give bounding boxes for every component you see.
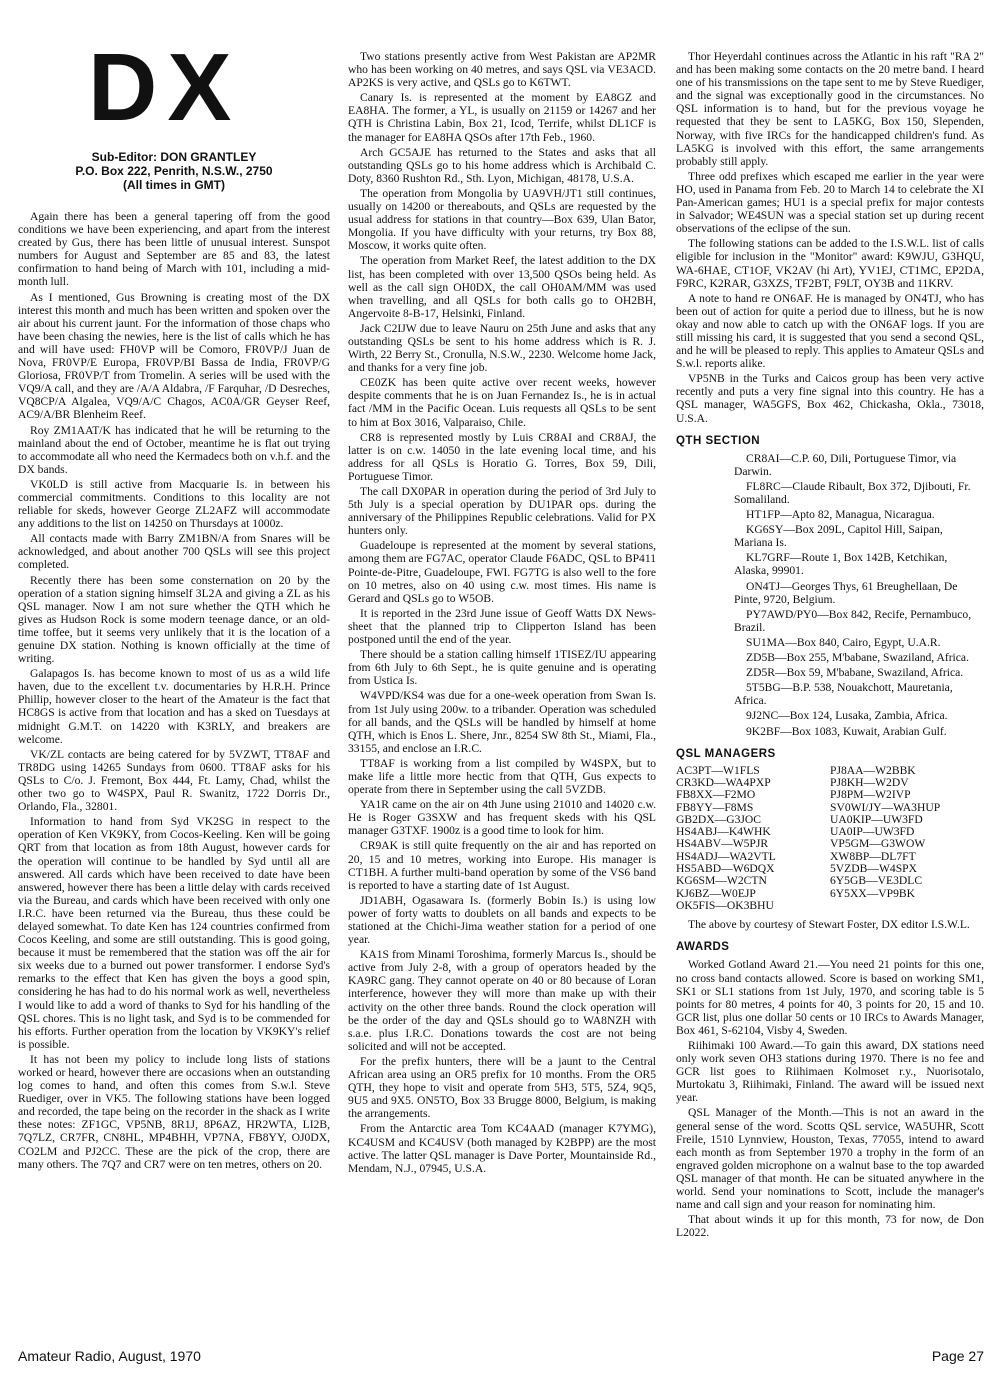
qsl-manager-entry: UA0KIP—UW3FD — [830, 812, 923, 826]
qsl-manager-entry: CR3KD—WA4PXP — [676, 775, 771, 789]
paragraph: Three odd prefixes which escaped me earlier in the year were HO, used in Panama from Feb. 20 to March 14 to celebrate the XI Pan-American games; HU1 is a special prefix for major contests in Salvador; WE4SUN was a special station set up during recent observations of the eclipse of the sun. — [676, 169, 984, 236]
qsl-manager-entry: OK5FIS—OK3BHU — [676, 898, 774, 912]
awards-list — [676, 958, 984, 1239]
footer-publication: Amateur Radio, August, 1970 — [18, 1348, 201, 1364]
paragraph: CR9AK is still quite frequently on the air and has reported on 20, 15 and 10 metres, working into Europe. His manager is CT1BH. A further multi-band operation by some of the VS6 band is reported to have a starting date of 1st August. — [348, 839, 656, 892]
qth-list — [676, 452, 984, 738]
footer-page-number: Page 27 — [931, 1348, 984, 1364]
qsl-note: The above by courtesy of Stewart Foster, DX editor I.S.W.L. — [688, 918, 970, 932]
paragraph: Again there has been a general tapering off from the good conditions we have been experiencing, and apart from the interest created by Gus, there has been little of unusual interest. Sunspot numbers for August and September are 85 and 83, the latest confirmation to hand being of March with 101, including a mid-month lull. — [18, 210, 330, 289]
qsl-heading: QSL MANAGERS — [676, 747, 776, 760]
paragraph: Thor Heyerdahl continues across the Atlantic in his raft "RA 2" and has been making some contacts on the 20 metre band. I heard one of his transmissions on the tape sent to me by Steve Ruediger, and the signal was exceptionally good in the circumstances. No QSL information is to hand, but for the previous voyage he requested that they be sent to LA5KG, Box 150, Slependen, Norway, with five IRCs for the handicapped children's fund. As LA5KG is involved with this effort, the same arrangements probably still apply. — [676, 50, 984, 168]
paragraph: VP5NB in the Turks and Caicos group has been very active recently and puts a very fine signal into this country. He has a QSL manager, WA5GFS, Box 462, Chickasha, Okla., 73018, U.S.A. — [676, 372, 984, 425]
paragraph: Recently there has been some consternation on 20 by the operation of a station signing himself 3L2A and giving a ZL as his QSL manager. Now I am not sure whether the QTH which he gives as Hudson Rock is some modern teenage dance, or an old-time toffee, but it seems very unlikely that it is the location of a genuine DX station. Nothing is known officially at the time of writing. — [18, 573, 330, 666]
qth-entry: ZD5R—Box 59, M'babane, Swaziland, Africa. — [746, 666, 964, 680]
paragraph: It is reported in the 23rd June issue of Geoff Watts DX News-sheet that the planned trip to Clipperton Island has been postponed until the end of the year. — [348, 606, 656, 647]
qth-entry: KL7GRF—Route 1, Box 142B, Ketchikan, Alaska, 99901. — [734, 551, 948, 578]
qsl-manager-entry: UA0IP—UW3FD — [830, 825, 915, 839]
qth-entry: FL8RC—Claude Ribault, Box 372, Djibouti, Fr. Somaliland. — [734, 479, 971, 506]
paragraph: The operation from Mongolia by UA9VH/JT1 still continues, usually on 14200 or thereabouts, and QSLs are requested by the usual address for stations in that country—Box 639, Ulan Bator, Mongolia. If you have difficulty with your returns, try Box 88, Moscow, it works quite often. — [348, 186, 656, 253]
paragraph: Arch GC5AJE has returned to the States and asks that all outstanding QSLs go to his home address which is Archibald C. Doty, 8360 Rushton Rd., Sth. Lyon, Michigan, 48178, U.S.A. — [348, 145, 656, 185]
paragraph: From the Antarctic area Tom KC4AAD (manager K7YMG), KC4USM and KC4USV (both managed by K2BPP) are the most active. The latter QSL manager is Dave Porter, Mountainside Rd., Mendam, N.J., 07945, U.S.A. — [348, 1122, 656, 1175]
qsl-manager-entry: KJ6BZ—W0EJP — [676, 886, 756, 900]
qsl-manager-entry: 6Y5XX—VP9BK — [830, 886, 916, 900]
qth-entry: KG6SY—Box 209L, Capitol Hill, Saipan, Mariana Is. — [734, 523, 943, 550]
awards-heading: AWARDS — [676, 941, 730, 954]
section-logo: DX — [88, 34, 242, 141]
paragraph: A note to hand re ON6AF. He is managed by ON4TJ, who has been out of action for quite a period due to illness, but he is now okay and now able to catch up with the ON6AF logs. If you are still missing his card, it is suggested that you send a second QSL, and he will be pleased to reply. This applies to Amateur QSLs and S.w.l. reports alike. — [676, 291, 984, 371]
qsl-manager-entry: HS4ABV—W5PJR — [676, 837, 769, 851]
paragraph: CR8 is represented mostly by Luis CR8AI and CR8AJ, the latter is on c.w. 14050 in the late evening local time, and his address for all QSLs is Horatio G. Torres, Box 59, Dili, Portuguese Timor. — [348, 430, 656, 483]
paragraph: W4VPD/KS4 was due for a one-week operation from Swan Is. from 1st July using 200w. to a tribander. Operation was scheduled for all bands, and the QSLs will be handled by himself at home QTH, which is Enos L. Shere, Jnr., 8254 SW 8th St., Miami, Fla., 33155, and enclose an I.R.C. — [348, 689, 656, 755]
qsl-manager-entry: XW8BP—DL7FT — [830, 849, 916, 863]
paragraph: Galapagos Is. has become known to most of us as a wild life haven, due to the excellent t.v. documentaries by H.R.H. Prince Phillip, however closer to the heart of the Amateur is the fact that HC8GS is active from that location and has a sked on Tuesdays at midnight G.M.T. on 14220 with K3RLY, and breakers are welcome. — [18, 667, 330, 746]
paragraph: JD1ABH, Ogasawara Is. (formerly Bobin Is.) is using low power of forty watts to doublets on all bands and expects to be stationed at the Chichi-Jima weather station for a period of one year. — [348, 893, 656, 947]
paragraph: The operation from Market Reef, the latest addition to the DX list, has been completed with over 13,500 QSOs being held. As well as the call sign OH0DX, the call OH0AM/MM was used when travelling, and all QSLs for both calls go to OH2BH, Angervoite 8-B-17, Helsinki, Finland. — [348, 254, 656, 320]
qsl-manager-entry: VP5GM—G3WOW — [830, 837, 926, 851]
paragraph: VK0LD is still active from Macquarie Is. in between his commercial commitments. Conditions to this locality are not reliable for skeds, however George ZL2AFZ will accommodate any additions to the list on 14250 on Thursdays at 1000z. — [18, 477, 330, 531]
paragraph: TT8AF is working from a list compiled by W4SPX, but to make life a little more hectic from that QTH, Gus expects to operate from there in September using the call 5VZDB. — [348, 756, 656, 797]
paragraph: Information to hand from Syd VK2SG in respect to the operation of Ken VK9KY, from Cocos-Keeling. Ken will be going QRT from that location as from 18th August, however cards for the operation will continue to be handled by Syd until all are answered. All cards which have been received to date have been answered, however there has been a little delay with cards received via the Bureau, and cards which have been received with only one I.R.C. have been returned via the Bureau, thus these could be delayed somewhat. To date Ken has 124 countries confirmed from Cocos Keeling, and some are still outstanding. This is good going, because it must be remembered that the station was off the air for six weeks due to a burned out power transformer. I endorse Syd's remarks to the effect that Ken has given the boys a good spin, considering he has had to do his normal work as well, nevertheless I would like to add a word of thanks to Syd for his handling of the QSL chores. This is no light task, and Syd is to be commended for his efforts. Further operation from the location by VK9KY's relief is possible. — [18, 815, 330, 1051]
paragraph: For the prefix hunters, there will be a jaunt to the Central African area using an OR5 prefix for 10 months. From the OR5 QTH, they hope to visit and operate from 5H3, 5T5, 5Z4, 9Q5, 9U5 and 9X5. ON5TO, Box 33 Brugge 8000, Belgium, is making the arrangements. — [348, 1054, 656, 1121]
qth-entry: 9K2BF—Box 1083, Kuwait, Arabian Gulf. — [746, 724, 947, 738]
qsl-manager-entry: SV0WI/JY—WA3HUP — [830, 800, 941, 814]
column-1-body — [18, 210, 330, 1171]
qsl-manager-entry — [830, 900, 984, 912]
sub-editor-line: Sub-Editor: DON GRANTLEY — [91, 150, 257, 164]
paragraph: The following stations can be added to the I.S.W.L. list of calls eligible for inclusion in the "Monitor" award: K9WJU, G3HQU, WA-6HAE, CT1OF, VK2AV (hi Art), YV1EJ, CT1MC, EP2DA, F9RC, K2RAR, G3XZS, TF2BT, F9LT, OY3B and 11KRV. — [676, 237, 984, 290]
award-entry: Riihimaki 100 Award.—To gain this award, DX stations need only work seven OH3 stations during 1970. There is no fee and GCR list goes to Riihimaen Kolmoset r.y., Nuorisotalo, Murtokatu 3, Riihimaki, Finland. The award will be issued next year. — [676, 1039, 984, 1105]
qth-entry: PY7AWD/PY0—Box 842, Recife, Pernambuco, Brazil. — [734, 607, 972, 634]
paragraph: YA1R came on the air on 4th June using 21010 and 14020 c.w. He is Roger G3SXW and has frequent skeds with his QSL manager G3TXF. 1900z is a good time to look for him. — [348, 798, 656, 838]
qsl-manager-entry: FB8XX—F2MO — [676, 788, 756, 802]
qth-entry: ON4TJ—Georges Thys, 61 Breughellaan, De Pinte, 9720, Belgium. — [734, 579, 958, 606]
award-entry: Worked Gotland Award 21.—You need 21 points for this one, no cross band contacts allowed. Score is based on working SM1, SK1 or SL1 stations from 1st July, 1970, and scoring table is 5 points for 80 metres, 4 points for 40, 3 points for 20, 15 and 10. GCR list, plus one dollar 50 cents or 10 IRCs to Awards Manager, Box 461, S-62104, Visby 4, Sweden. — [676, 958, 984, 1037]
paragraph: It has not been my policy to include long lists of stations worked or heard, however there are occasions when an outstanding log comes to hand, and often this comes from S.w.l. Steve Ruediger, over in VK5. The following stations have been logged and recorded, the tape being on the recorder in the shack as I write these notes: ZF1GC, VP5NB, 8R1J, 8P6AZ, HR2WTA, LI2B, 7Q7LZ, CR7FR, CN8HL, MP4BHH, VP7NA, FB8YY, OJ0DX, CO2LM and PJ2CC. These are the pick of the crop, there are many others. The 7Q7 and CR7 were on ten metres, others on 20. — [18, 1052, 330, 1171]
qsl-manager-entry: FB8YY—F8MS — [676, 800, 754, 814]
award-entry: That about winds it up for this month, 73 for now, de Don L2022. — [676, 1213, 984, 1240]
paragraph: Jack C2IJW due to leave Nauru on 25th June and asks that any outstanding QSLs be sent to his home address which is R. J. Wirth, 22 Berry St., Cronulla, N.S.W., 2230. Welcome home Jack, and thanks for a very fine job. — [348, 321, 656, 375]
qsl-manager-entry: PJ8KH—W2DV — [830, 775, 909, 789]
paragraph: Canary Is. is represented at the moment by EA8GZ and EA8HA. The former, a YL, is usually on 21159 or 14267 and her QTH is Christina Labin, Box 21, Icod, Terrife, whilst DL1CF is the manager for EA8HA QSOs after 17th Feb., 1960. — [348, 91, 656, 144]
qth-entry: 9J2NC—Box 124, Lusaka, Zambia, Africa. — [746, 709, 948, 723]
paragraph: CE0ZK has been quite active over recent weeks, however despite comments that he is on Juan Fernandez Is., he is in actual fact /MM in the Pacific Ocean. Luis requests all QSLs to be sent to him at Box 3016, Valparaiso, Chile. — [348, 376, 656, 429]
qth-entry: ZD5B—Box 255, M'babane, Swaziland, Africa. — [746, 651, 969, 665]
qth-entry: CR8AI—C.P. 60, Dili, Portuguese Timor, via Darwin. — [734, 451, 957, 478]
qsl-manager-entry: 5VZDB—W4SPX — [830, 862, 917, 876]
award-entry: QSL Manager of the Month.—This is not an award in the general sense of the word. Scotts QSL service, WA5UHR, Scott Freile, 1510 Lynnview, Houston, Texas, 77055, intend to award each month as from September 1970 a trophy in the form of an engraved golden microphone on a walnut base to the top awarded QSL manager of that month. He can be situated anywhere in the world. Send your nominations to Scott, include the manager's name and call sign and your reason for nominating him. — [676, 1106, 984, 1212]
qsl-manager-entry: HS4ADJ—WA2VTL — [676, 849, 776, 863]
qsl-manager-entry: AC3PT—W1FLS — [676, 763, 760, 777]
times-note: (All times in GMT) — [123, 178, 225, 192]
column-3 — [676, 50, 984, 1241]
qth-heading: QTH SECTION — [676, 434, 761, 447]
qsl-manager-entry: 6Y5GB—VE3DLC — [830, 874, 923, 888]
qth-entry: 5T5BG—B.P. 538, Nouakchott, Mauretania, Africa. — [734, 681, 953, 708]
qsl-manager-list — [676, 765, 984, 913]
paragraph: Two stations presently active from West Pakistan are AP2MR who has been working on 40 metres, and says QSL via VE3ACD. AP2KS is very active, and QSLs go to K6TWT. — [348, 50, 656, 90]
qth-entry: SU1MA—Box 840, Cairo, Egypt, U.A.R. — [746, 635, 941, 649]
qsl-manager-entry: HS5ABD—W6DQX — [676, 862, 775, 876]
paragraph: KA1S from Minami Toroshima, formerly Marcus Is., should be active from July 2-8, with a group of operators headed by the KA9RC gang. They cannot operate on 40 or 80 because of Loran interference, however they will more than make up with their activity on the other three bands. Round the clock operation will be the order of the day and QSLs should go to WA8NZH with s.a.e. plus I.R.C. Donations towards the cost are not being solicited and will not be accepted. — [348, 948, 656, 1053]
paragraph: The call DX0PAR in operation during the period of 3rd July to 5th July is a special operation by DU1PAR ops. during the anniversary of the Philippines Republic celebrations. Valid for PX hunters only. — [348, 485, 656, 538]
editor-info — [18, 150, 330, 192]
qsl-manager-entry: KG6SM—W2CTN — [676, 874, 767, 888]
paragraph: VK/ZL contacts are being catered for by 5VZWT, TT8AF and TR8DG using 14265 Sundays from 0600. TT8AF asks for his QSLs to C/o. J. Fremont, Box 444, Ft. Lamy, Chad, whilst the other two go to W4SPX, Paul R. Swanitz, 1722 Dorris Dr., Orlando, Fla., 32801. — [18, 747, 330, 814]
qsl-manager-entry: PJ8AA—W2BBK — [830, 763, 916, 777]
column-2 — [348, 50, 656, 1177]
paragraph: Roy ZM1AAT/K has indicated that he will be returning to the mainland about the end of October, meantime he is flat out trying to accommodate all who need the Kermadecs both on v.h.f. and the DX bands. — [18, 423, 330, 476]
column-1 — [18, 0, 330, 1173]
paragraph: There should be a station calling himself 1TISEZ/IU appearing from 6th July to 6th Sept., he is quite genuine and is operating from Ustica Is. — [348, 648, 656, 688]
qsl-manager-entry: PJ8PM—W2IVP — [830, 788, 911, 802]
paragraph: As I mentioned, Gus Browning is creating most of the DX interest this month and much has been written and spoken over the air about his current jaunt. For the information of those chaps who have been chasing the newies, here is the list of calls which he has and will have used: FH0VP will be Comoro, FR0VP/J Juan de Nova, FR0VP/E Europa, FR0VP/BI Bassa de India, FR0VP/G Gloriosa, FR0VP/T from Tromelin. A series will be used with the VQ9/A call, and they are /A/A Aldabra, /F Farquhar, /D Desreches, VQ8CP/A Algalea, VQ9/A/C Chagos, AC0A/GR Geyser Reef, AC9/A/BR Blenheim Reef. — [18, 290, 330, 422]
address-line: P.O. Box 222, Penrith, N.S.W., 2750 — [75, 164, 273, 178]
column-3-body — [676, 50, 984, 425]
qth-entry: HT1FP—Apto 82, Managua, Nicaragua. — [746, 508, 935, 522]
qsl-manager-entry: GB2DX—G3JOC — [676, 812, 762, 826]
column-2-body — [348, 50, 656, 1175]
paragraph: All contacts made with Barry ZM1BN/A from Snares will be acknowledged, and about another 700 QSLs will see this project completed. — [18, 532, 330, 572]
qsl-manager-entry: HS4ABJ—K4WHK — [676, 825, 771, 839]
paragraph: Guadeloupe is represented at the moment by several stations, among them are FG7AC, operator Claude F6ADC, QSL to BP411 Pointe-de-Pitre, Guadeloupe, FWI. FG7TG is also well to the fore on 10 metres, also on 40 using c.w. most times. His name is Gerard and QSLs go to W5OB. — [348, 539, 656, 605]
